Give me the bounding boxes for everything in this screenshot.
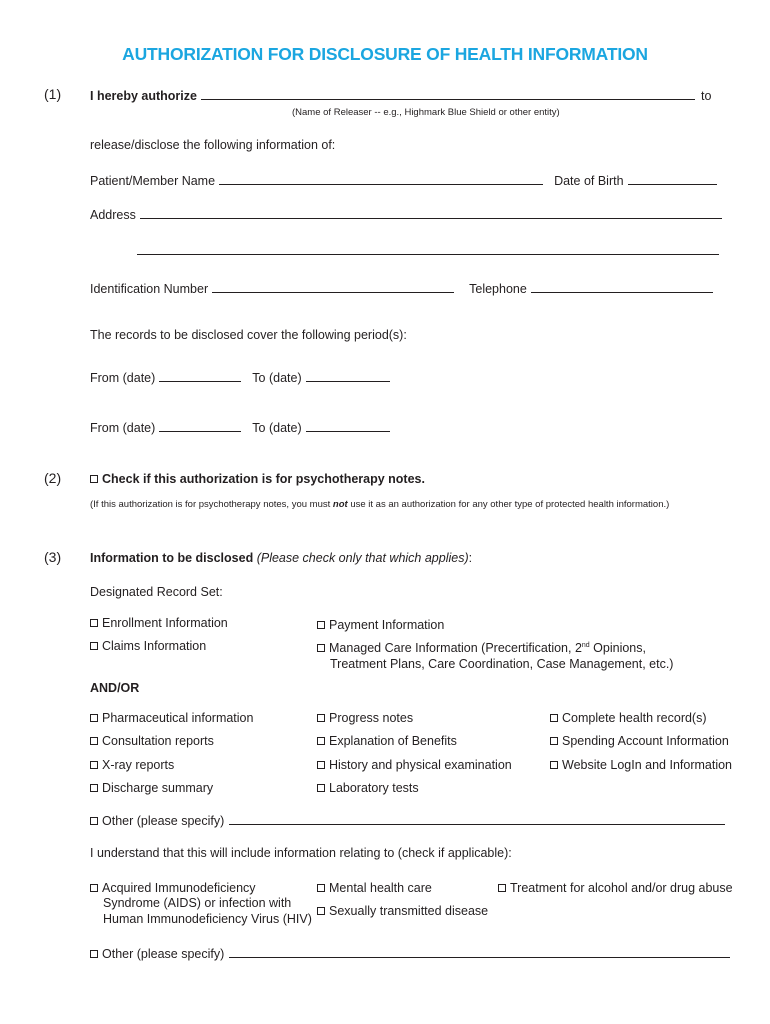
spending-checkbox[interactable] — [550, 737, 558, 745]
address-field-1[interactable] — [140, 206, 722, 219]
psychotherapy-note-part1: (If this authorization is for psychotherapy notes, you must — [90, 499, 333, 510]
patient-row — [90, 172, 717, 188]
progress-option[interactable] — [317, 711, 413, 725]
payment-label: Payment Information — [329, 618, 445, 632]
history-option[interactable] — [317, 758, 512, 772]
payment-checkbox[interactable] — [317, 621, 325, 629]
section-3-heading — [90, 551, 472, 565]
aids-label-3: Human Immunodeficiency Virus (HIV) — [103, 912, 312, 926]
and-or-label: AND/OR — [90, 681, 140, 695]
std-option[interactable] — [317, 904, 488, 918]
section-3-number: (3) — [44, 549, 62, 565]
mental-health-option[interactable] — [317, 881, 432, 895]
managed-care-label-1b: Opinions, — [589, 641, 646, 655]
aids-checkbox[interactable] — [90, 884, 98, 892]
from-date-field-2[interactable] — [159, 419, 241, 432]
substance-treatment-checkbox[interactable] — [498, 884, 506, 892]
from-label-1: From (date) — [90, 371, 156, 385]
address-line-2 — [137, 242, 719, 260]
complete-record-label: Complete health record(s) — [562, 711, 707, 725]
progress-label: Progress notes — [329, 711, 414, 725]
explanation-option[interactable] — [317, 734, 457, 748]
pharma-checkbox[interactable] — [90, 714, 98, 722]
xray-checkbox[interactable] — [90, 761, 98, 769]
other-specify-field-2[interactable] — [229, 945, 730, 958]
xray-label: X-ray reports — [102, 758, 175, 772]
history-label: History and physical examination — [329, 758, 512, 772]
id-row — [90, 280, 713, 296]
managed-care-label-1a: Managed Care Information (Precertification, 2 — [329, 641, 582, 655]
address-row — [90, 206, 722, 222]
from-date-field-1[interactable] — [159, 369, 241, 382]
aids-option[interactable] — [90, 881, 256, 895]
consultation-checkbox[interactable] — [90, 737, 98, 745]
laboratory-option[interactable] — [317, 781, 419, 795]
laboratory-checkbox[interactable] — [317, 784, 325, 792]
period-text: The records to be disclosed cover the following period(s): — [90, 328, 407, 342]
complete-record-option[interactable] — [550, 711, 707, 725]
history-checkbox[interactable] — [317, 761, 325, 769]
website-option[interactable] — [550, 758, 732, 772]
other-label-2: Other (please specify) — [102, 947, 225, 961]
address-field-2[interactable] — [137, 242, 719, 255]
authorize-to-text: to — [700, 89, 712, 103]
psychotherapy-label: Check if this authorization is for psychotherapy notes. — [102, 472, 425, 486]
std-checkbox[interactable] — [317, 907, 325, 915]
info-disclosed-heading: Information to be disclosed — [90, 551, 254, 565]
designated-record-set: Designated Record Set: — [90, 585, 223, 599]
consultation-option[interactable] — [90, 734, 214, 748]
enrollment-checkbox[interactable] — [90, 619, 98, 627]
claims-option[interactable] — [90, 639, 206, 653]
to-label-1: To (date) — [252, 371, 302, 385]
website-label: Website LogIn and Information — [562, 758, 733, 772]
enrollment-option[interactable] — [90, 616, 228, 630]
pharma-option[interactable] — [90, 711, 253, 725]
section-1-number: (1) — [44, 86, 62, 102]
releaser-name-field[interactable] — [201, 87, 695, 100]
form-title: AUTHORIZATION FOR DISCLOSURE OF HEALTH INFORMATION — [122, 44, 648, 64]
mental-health-checkbox[interactable] — [317, 884, 325, 892]
to-date-field-2[interactable] — [306, 419, 390, 432]
xray-option[interactable] — [90, 758, 174, 772]
period-row-1 — [90, 369, 390, 385]
telephone-field[interactable] — [531, 280, 713, 293]
other-option-1 — [90, 812, 725, 828]
period-row-2 — [90, 419, 390, 435]
pharma-label: Pharmaceutical information — [102, 711, 254, 725]
id-field[interactable] — [212, 280, 454, 293]
from-label-2: From (date) — [90, 421, 156, 435]
claims-label: Claims Information — [102, 639, 207, 653]
other-option-2 — [90, 945, 730, 961]
spending-option[interactable] — [550, 734, 729, 748]
consultation-label: Consultation reports — [102, 734, 214, 748]
authorize-row — [90, 87, 711, 103]
dob-label: Date of Birth — [554, 174, 624, 188]
address-label: Address — [90, 208, 136, 222]
substance-treatment-label: Treatment for alcohol and/or drug abuse — [510, 881, 733, 895]
spending-label: Spending Account Information — [562, 734, 729, 748]
explanation-label: Explanation of Benefits — [329, 734, 457, 748]
managed-care-sup: nd — [581, 641, 590, 649]
psychotherapy-checkbox[interactable] — [90, 475, 98, 483]
managed-care-option[interactable] — [317, 641, 646, 655]
progress-checkbox[interactable] — [317, 714, 325, 722]
std-label: Sexually transmitted disease — [329, 904, 489, 918]
complete-record-checkbox[interactable] — [550, 714, 558, 722]
info-disclosed-hint: (Please check only that which applies) — [256, 551, 469, 565]
understand-text: I understand that this will include information relating to (check if applicable): — [90, 846, 512, 860]
release-text: release/disclose the following information of: — [90, 138, 336, 152]
website-checkbox[interactable] — [550, 761, 558, 769]
managed-care-label-2: Treatment Plans, Care Coordination, Case Management, etc.) — [330, 657, 674, 671]
explanation-checkbox[interactable] — [317, 737, 325, 745]
psychotherapy-note — [90, 499, 669, 510]
telephone-label: Telephone — [469, 282, 527, 296]
psychotherapy-checkbox-row[interactable] — [90, 472, 425, 486]
releaser-hint: (Name of Releaser -- e.g., Highmark Blue Shield or other entity) — [292, 107, 560, 118]
to-date-field-1[interactable] — [306, 369, 390, 382]
claims-checkbox[interactable] — [90, 642, 98, 650]
authorize-label: I hereby authorize — [90, 89, 197, 103]
enrollment-label: Enrollment Information — [102, 616, 228, 630]
dob-field[interactable] — [628, 172, 717, 185]
substance-treatment-option[interactable] — [498, 881, 733, 895]
to-label-2: To (date) — [252, 421, 302, 435]
section-2-number: (2) — [44, 470, 62, 486]
laboratory-label: Laboratory tests — [329, 781, 419, 795]
psychotherapy-note-part2: use it as an authorization for any other type of protected health information.) — [347, 499, 670, 510]
discharge-option[interactable] — [90, 781, 213, 795]
managed-care-checkbox[interactable] — [317, 644, 325, 652]
aids-label-1: Acquired Immunodeficiency — [102, 881, 256, 895]
id-label: Identification Number — [90, 282, 209, 296]
other-specify-field-1[interactable] — [229, 812, 725, 825]
mental-health-label: Mental health care — [329, 881, 432, 895]
patient-label: Patient/Member Name — [90, 174, 216, 188]
discharge-label: Discharge summary — [102, 781, 214, 795]
discharge-checkbox[interactable] — [90, 784, 98, 792]
other-label-1: Other (please specify) — [102, 814, 225, 828]
aids-label-2: Syndrome (AIDS) or infection with — [103, 896, 292, 910]
patient-name-field[interactable] — [219, 172, 543, 185]
other-checkbox-1[interactable] — [90, 817, 98, 825]
info-disclosed-colon: : — [468, 551, 473, 565]
psychotherapy-note-emphasis: not — [332, 499, 348, 510]
other-checkbox-2[interactable] — [90, 950, 98, 958]
payment-option[interactable] — [317, 618, 444, 632]
